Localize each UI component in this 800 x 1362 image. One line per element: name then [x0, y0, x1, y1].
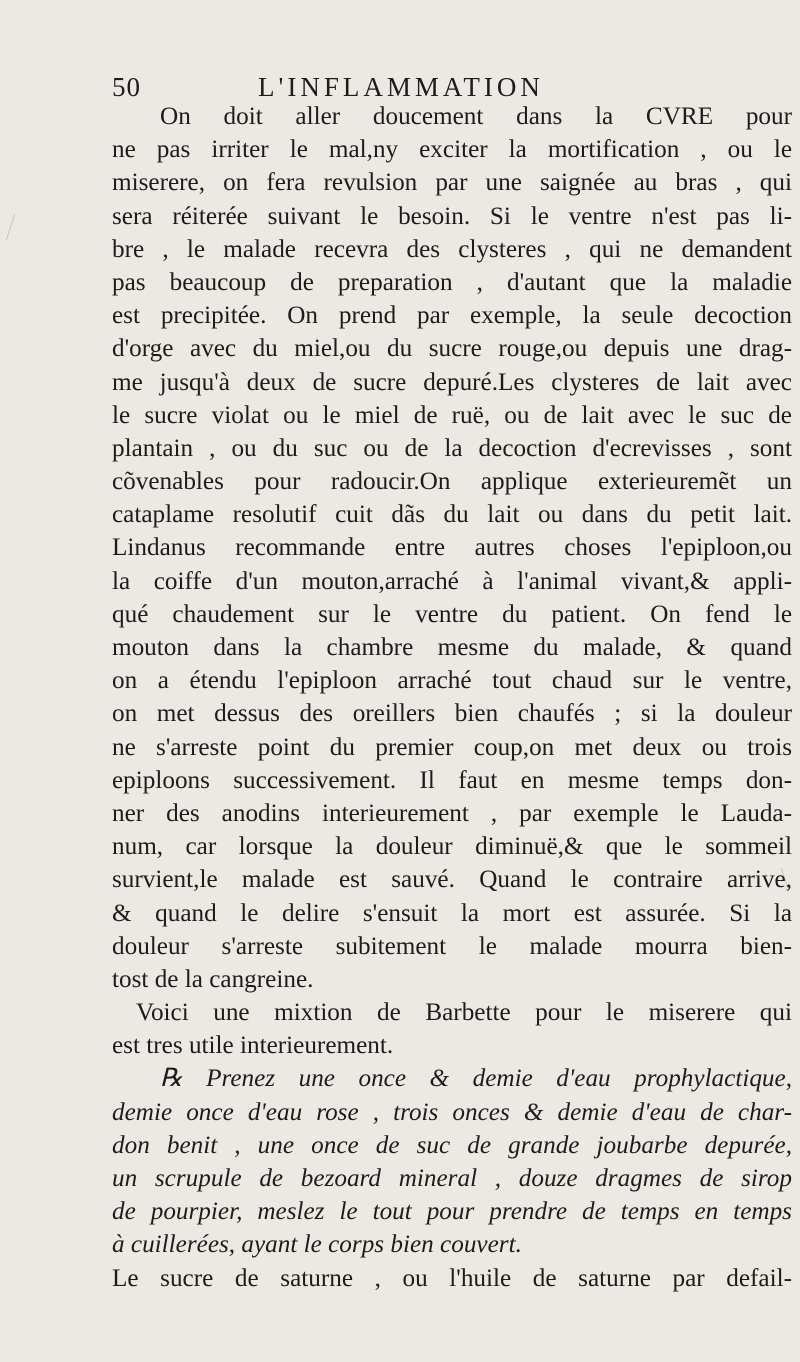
recipe-line: demie once d'eau rose , trois onces & demie d'eau de char-	[112, 1098, 792, 1126]
recipe-line: don benit , une once de suc de grande joubarbe depurée,	[112, 1131, 792, 1159]
page-number: 50	[112, 72, 141, 102]
running-head: L'INFLAMMATION	[258, 72, 544, 102]
text-line: Le sucre de saturne , ou l'huile de saturne par defail-	[112, 1264, 792, 1292]
text-line: ne s'arreste point du premier coup,on met deux ou trois	[112, 733, 792, 761]
text-line: & quand le delire s'ensuit la mort est assurée. Si la	[112, 899, 792, 927]
text-line: tost de la cangreine.	[112, 965, 314, 993]
text-line: sera réiterée suivant le besoin. Si le ventre n'est pas li-	[112, 202, 792, 230]
recipe-line: un scrupule de bezoard mineral , douze dragmes de sirop	[112, 1165, 792, 1192]
recipe-line: de pourpier, meslez le tout pour prendre de temps en temps	[112, 1198, 792, 1226]
text-line: survient,le malade est sauvé. Quand le contraire arrive,	[112, 866, 792, 894]
text-line: ne pas irriter le mal,ny exciter la mortification , ou le	[112, 136, 792, 164]
text-line: miserere, on fera revulsion par une saignée au bras , qui	[112, 169, 792, 197]
text-line: le sucre violat ou le miel de ruë, ou de lait avec le suc de	[112, 401, 792, 429]
text-line: mouton dans la chambre mesme du malade, & quand	[112, 634, 792, 661]
recipe-line: à cuillerées, ayant le corps bien couvert.	[112, 1231, 522, 1259]
text-line: pas beaucoup de preparation , d'autant que la maladie	[112, 268, 792, 296]
text-line: d'orge avec du miel,ou du sucre rouge,ou depuis une drag-	[112, 335, 792, 363]
text-line: douleur s'arreste subitement le malade mourra bien-	[112, 932, 792, 960]
text-line: On doit aller doucement dans la CVRE pour	[160, 103, 792, 130]
text-line: epiploons successivement. Il faut en mesme temps don-	[112, 766, 792, 794]
text-line: Lindanus recommande entre autres choses l'epiploon,ou	[112, 534, 792, 562]
text-line: cataplame resolutif cuit dãs du lait ou dans du petit lait.	[112, 501, 792, 529]
recipe-line: ℞ Prenez une once & demie d'eau prophylactique,	[160, 1065, 792, 1093]
text-line: est tres utile interieurement.	[112, 1032, 394, 1060]
text-line: plantain , ou du suc ou de la decoction d'ecrevisses , sont	[112, 434, 792, 462]
text-line: me jusqu'à deux de sucre depuré.Les clysteres de lait avec	[112, 368, 792, 396]
text-line: on met dessus des oreillers bien chaufés ; si la douleur	[112, 700, 792, 728]
text-line: Voici une mixtion de Barbette pour le miserere qui	[136, 999, 792, 1027]
text-line: bre , le malade recevra des clysteres , qui ne demandent	[112, 235, 792, 263]
text-line: ner des anodins interieurement , par exemple le Lauda-	[112, 799, 792, 827]
text-line: cõvenables pour radoucir.On applique exterieuremẽt un	[112, 468, 792, 496]
text-line: on a étendu l'epiploon arraché tout chaud sur le ventre,	[112, 667, 792, 695]
text-line: est precipitée. On prend par exemple, la seule decoction	[112, 302, 792, 330]
text-line: la coiffe d'un mouton,arraché à l'animal vivant,& appli-	[112, 567, 792, 595]
body-text	[112, 100, 792, 1295]
text-line: qué chaudement sur le ventre du patient. On fend le	[112, 600, 792, 628]
text-line: num, car lorsque la douleur diminuë,& que le sommeil	[112, 833, 792, 861]
margin-mark-left	[6, 214, 27, 240]
